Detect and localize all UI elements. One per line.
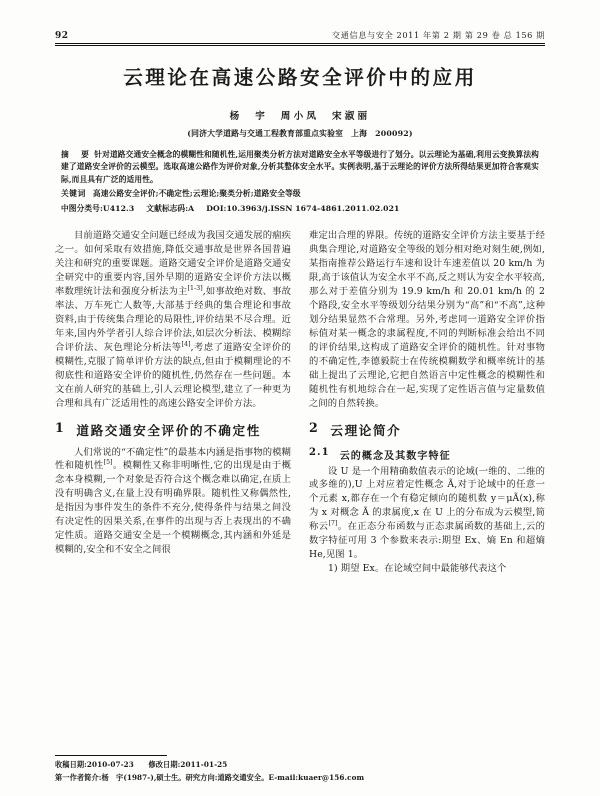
section-2-1-number: 2.1 <box>309 446 330 458</box>
running-head <box>55 30 545 43</box>
footnote-dates <box>55 760 475 771</box>
journal-info: 交通信息与安全 2011 年第 2 期 第 29 卷 总 156 期 <box>331 30 545 40</box>
section-heading-1 <box>55 420 291 439</box>
right-paragraph-1: 难定出合理的界限。传统的道路安全评价方法主要基于经典集合理论,对道路安全等级的划分相对绝对刻生硬,例如,某指南推荐公路运行车速和设计车速差值以 20 km/h 为限,高于该值认为安全水平不高,反之则认为安全水平较高,那么对于差值分别为 19.9 km/h 和 20.01 km/h 的 2 个路段,安全水平等级划分结果分别为“高”和“不高”,这种划分结果显然不合常理。另外,考虑同一道路安全评价指标值对某一概念的隶属程度,不同的判断标准会给出不同的评价结果,这构成了道路安全评价的随机性。针对事物的不确定性,李德毅院士在传统模糊数学和概率统计的基础上提出了云理论,它把自然语言中定性概念的模糊性和随机性有机地综合在一起,实现了定性语言值与定量数值之间的自然转换。 <box>309 230 545 409</box>
abstract-paragraph <box>61 149 539 186</box>
intro-text-a: 目前道路交通安全问题已经成为我国交通发展的痼疾之一。如何采取有效措施,降低交通事故是世界各国普遍关注和研究的重要课题。道路交通安全评价是道路交通安全研究中的重要内容,国外早期的道路安全评价方法以概率数理统计法和强度分析法为主 <box>55 230 291 298</box>
abstract-label: 摘 要 <box>61 150 92 159</box>
right-paragraph-3: 1) 期望 Ex。在论域空间中最能够代表这个 <box>328 563 507 575</box>
section-2-title: 云理论简介 <box>330 422 402 438</box>
doc-code-value: A <box>188 203 195 213</box>
clc-segment <box>61 204 134 213</box>
left-column <box>55 229 291 576</box>
clc-value: U412.3 <box>102 203 135 213</box>
cloud-def-text-a: 设 U 是一个用精确数值表示的论域(一维的、二维的或多维的),U 上对应着定性概念 Ã,对于论域中的任意一个元素 x,都存在一个有稳定倾向的随机数 y＝μÃ(x),称为 x 对概念 Ã 的隶属度,x 在 U 上的分布成为云模型,简称云 <box>309 465 545 533</box>
page-number: 92 <box>55 31 69 41</box>
intro-paragraph <box>55 229 291 410</box>
author-list: 杨 宇 周小凤 宋淑丽 <box>229 111 371 122</box>
citation-ref-4: [4] <box>181 340 191 348</box>
cloud-def-text-b: 。在正态分布函数与正态隶属函数的基础上,云的数字特征可用 3 个参数来表示:期望 Ex、熵 En 和超熵 He,见图 1。 <box>309 521 546 561</box>
right-column <box>309 229 545 576</box>
received-label: 收稿日期: <box>55 760 87 770</box>
classification-line <box>61 203 539 215</box>
citation-ref-7: [7] <box>328 520 338 528</box>
right-paragraph-2 <box>309 465 545 563</box>
intro-text-c: ,考虑了道路安全评价的模糊性,克服了简单评价方法的缺点,但由于模糊理论的不彻底性和道路安全评价的随机性,仍然存在一些问题。本文在前人研究的基础上,引人云理论模型,建立了一种更为合理和具有广泛适用性的高速公路安全评价方法。 <box>55 341 291 409</box>
clc-label: 中图分类号: <box>61 203 103 213</box>
intro-text-b: ,如事故绝对数、事故率法、万车死亡人数等,大部基于经典的集合理论和事故资料,由于传统集合理论的局限性,评价结果不尽合理。近年来,国内外学者引人综合评价法,如层次分析法、模糊综合评价法、灰色理论分析法等 <box>55 286 291 353</box>
section-2-number: 2 <box>309 419 320 435</box>
doc-code-segment <box>146 204 194 213</box>
footnote-author-bio: 第一作者简介:杨 宇(1987-),硕士生。研究方向:道路交通安全。E-mail:kuaer@156.com <box>55 773 365 783</box>
section-2-1-title: 云的概念及其数字特征 <box>339 450 451 462</box>
header-rule-thin <box>55 45 545 46</box>
keywords-label: 关键词 <box>61 189 86 199</box>
article-title: 云理论在高速公路安全评价中的应用 <box>123 66 477 89</box>
section-1-paragraph <box>55 446 291 558</box>
section-1-title: 道路交通安全评价的不确定性 <box>76 422 261 438</box>
sec1-text-a: 人们常说的“不确定性”的最基本内涵是指事物的模糊性和随机性 <box>55 446 291 472</box>
citation-ref-5: [5] <box>103 459 113 467</box>
body-columns <box>55 229 545 576</box>
keywords-line <box>61 188 539 200</box>
subsection-heading-2-1 <box>309 447 545 462</box>
header-rule-thick <box>55 43 545 44</box>
section-1-number: 1 <box>55 419 66 435</box>
revised-label: 修改日期: <box>148 760 181 770</box>
sec1-text-b: 。模糊性又称非明晰性,它的出现是由于概念本身模糊,一个对象是否符合这个概念难以确定,在质上没有明确含义,在量上没有明确界限。随机性又称偶然性,是指因为事件发生的条件不充分,使得条件与结果之间没有决定性的因果关系,在事件的出现与否上表现出的不确定性质。道路交通安全是一个模糊概念,其内涵和外延是模糊的,安全和不安全之间很 <box>55 460 291 556</box>
abstract-text: 针对道路交通安全概念的模糊性和随机性,运用聚类分析方法对道路安全水平等级进行了划分。以云理论为基础,利用云变换算法构建了道路安全评价的云模型。选取高速公路作为评价对象,分析其整体安全水平。实例表明,基于云理论的评价方法所得结果更加符合客观实际,而且具有广泛的适用性。 <box>61 150 540 184</box>
keywords-text: 高速公路安全评价;不确定性;云理论;聚类分析;道路安全等级 <box>92 189 301 199</box>
citation-ref-1: [1-3] <box>187 285 203 292</box>
footnote-rule <box>55 755 167 756</box>
doi-value: DOI:10.3963/j.ISSN 1674-4861.2011.02.021 <box>206 203 400 213</box>
section-heading-2 <box>309 420 545 439</box>
affiliation: (同济大学道路与交通工程教育部重点实验室 上海 200092) <box>187 129 413 138</box>
received-date: 2010-07-23 <box>86 760 134 770</box>
revised-date: 2011-01-25 <box>180 760 228 770</box>
doc-code-label: 文献标志码: <box>146 203 189 213</box>
footnote-block <box>55 755 365 786</box>
abstract-block <box>55 149 545 215</box>
